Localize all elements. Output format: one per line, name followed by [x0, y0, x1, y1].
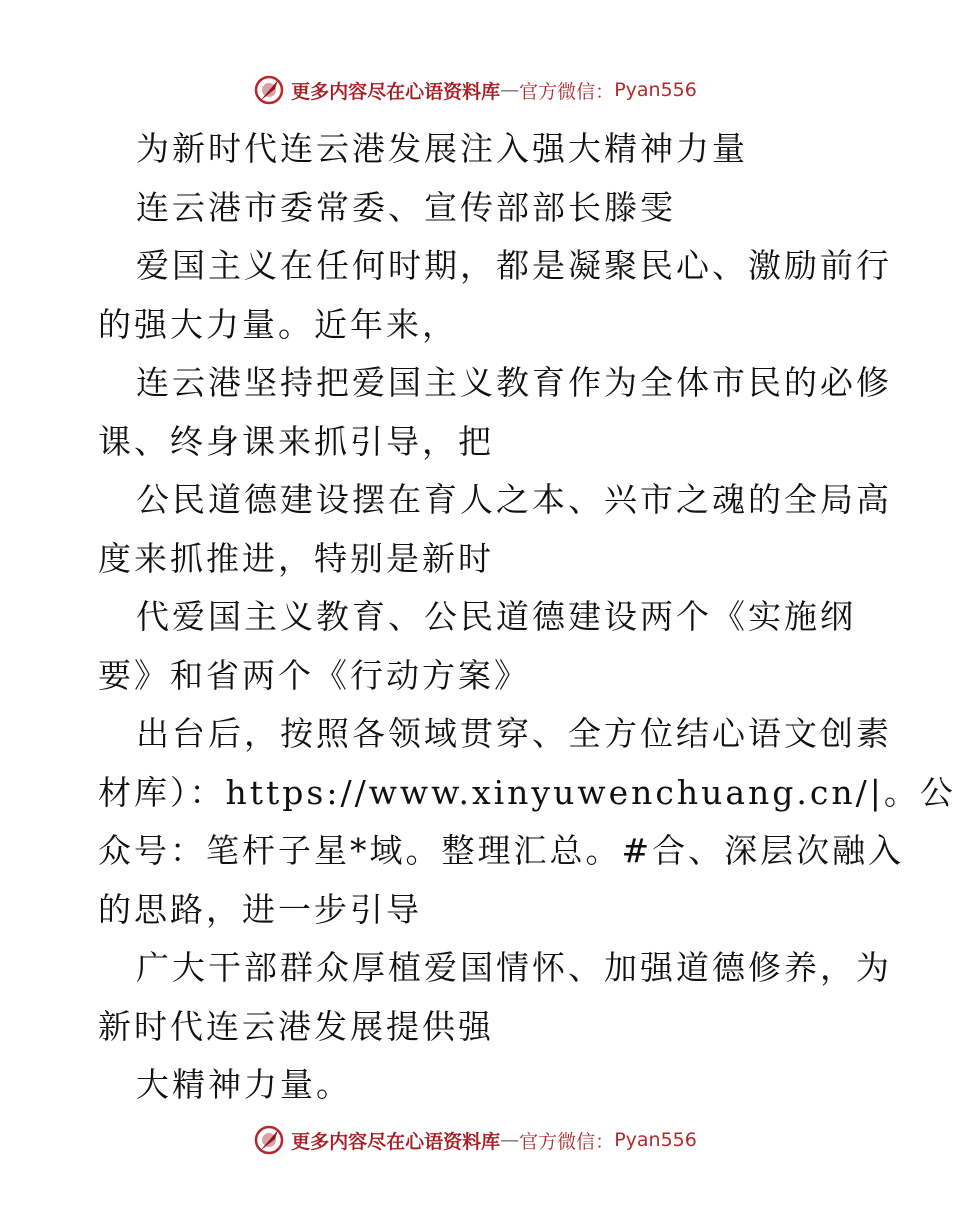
- text-line: 公民道德建设摆在育人之本、兴市之魂的全局高: [136, 480, 892, 519]
- quill-logo-icon: [253, 74, 285, 106]
- text-line: 要》和省两个《行动方案》: [98, 655, 530, 695]
- banner-main-text: 更多内容尽在心语资料库: [291, 80, 501, 103]
- banner-contact-label: 官方微信：: [519, 80, 615, 103]
- banner-separator: —: [500, 79, 520, 101]
- text-line: 材库）：https://www.xinyuwenchuang.cn/|。公: [98, 772, 956, 812]
- text-line: 广大干部群众厚植爱国情怀、加强道德修养，为: [136, 948, 892, 987]
- text-line: 课、终身课来抓引导，把: [98, 421, 494, 461]
- text-line: 的强大力量。近年来，: [98, 304, 458, 344]
- text-line: 出台后，按照各领域贯穿、全方位结心语文创素: [136, 714, 892, 753]
- banner-separator: —: [500, 1129, 520, 1151]
- header-watermark-banner: [0, 70, 950, 110]
- text-line: 的思路，进一步引导: [98, 889, 422, 929]
- text-line: 连云港坚持把爱国主义教育作为全体市民的必修: [136, 363, 892, 402]
- footer-watermark-banner: [0, 1120, 950, 1160]
- text-line: 代爱国主义教育、公民道德建设两个《实施纲: [136, 597, 856, 636]
- quill-logo-icon: [253, 1124, 285, 1156]
- text-line: 众号：笔杆子星*域。整理汇总。#合、深层次融入: [98, 831, 905, 870]
- banner-contact-label: 官方微信：: [519, 1130, 615, 1153]
- text-line: 新时代连云港发展提供强: [98, 1006, 494, 1046]
- text-line: 度来抓推进，特别是新时: [98, 538, 494, 578]
- banner-wechat-id: Pyan556: [614, 1129, 697, 1151]
- document-title: 为新时代连云港发展注入强大精神力量: [136, 129, 748, 168]
- banner-wechat-id: Pyan556: [614, 79, 697, 101]
- text-line: 爱国主义在任何时期，都是凝聚民心、激励前行: [136, 246, 892, 285]
- banner-main-text: 更多内容尽在心语资料库: [291, 1130, 501, 1153]
- document-author: 连云港市委常委、宣传部部长滕雯: [136, 187, 676, 227]
- document-body: [98, 120, 956, 1115]
- text-line: 大精神力量。: [136, 1065, 352, 1104]
